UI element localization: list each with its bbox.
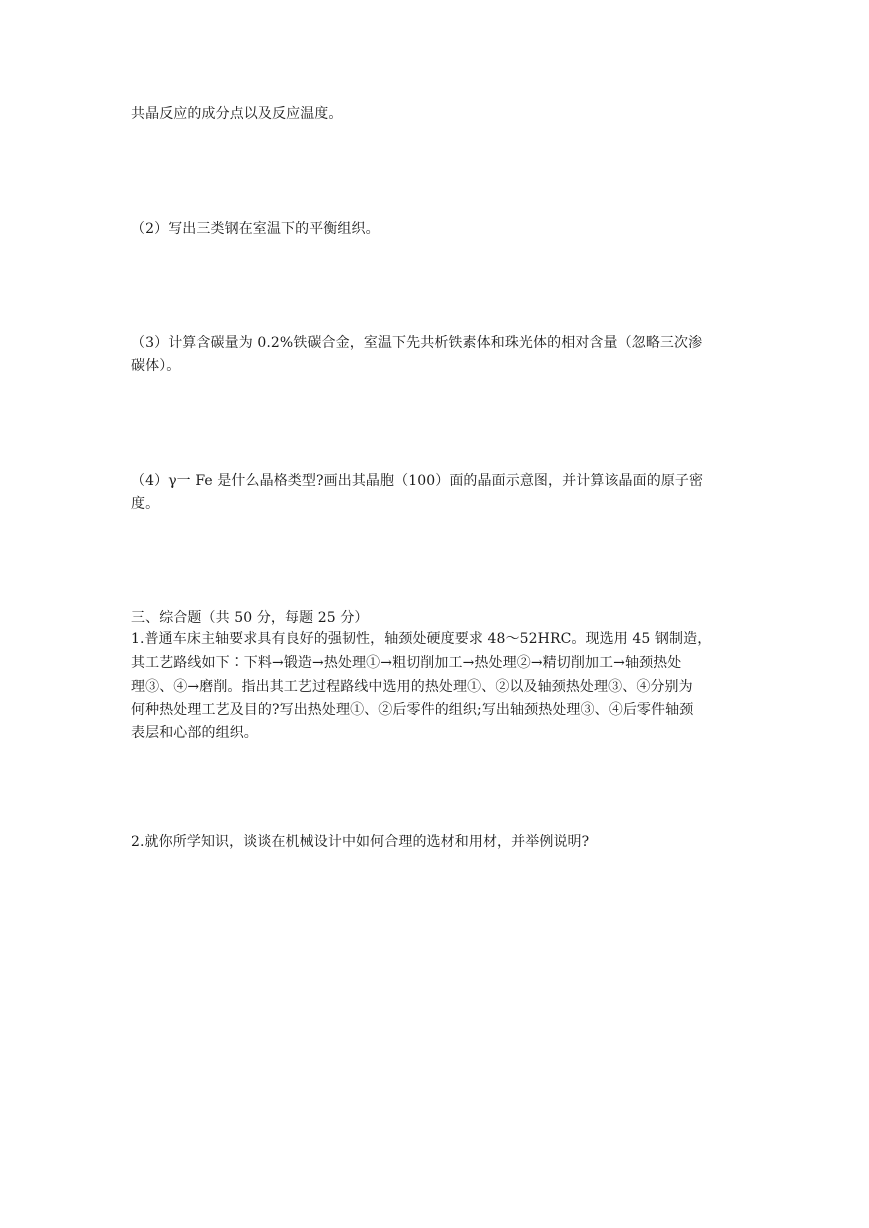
comprehensive-question-1-line-4: 何种热处理工艺及目的?写出热处理①、②后零件的组织;写出轴颈热处理③、④后零件轴颈	[131, 702, 694, 718]
comprehensive-question-2: 2.就你所学知识，谈谈在机械设计中如何合理的选材和用材，并举例说明?	[131, 834, 590, 850]
comprehensive-question-1-line-2: 其工艺路线如下∶下料→锻造→热处理①→粗切削加工→热处理②→精切削加工→轴颈热处	[131, 655, 682, 671]
comprehensive-question-1-line-3: 理③、④→磨削。指出其工艺过程路线中选用的热处理①、②以及轴颈热处理③、④分别为	[131, 679, 693, 695]
comprehensive-question-1-line-1: 1.普通车床主轴要求具有良好的强韧性，轴颈处硬度要求 48～52HRC。现选用 45 钢制造，	[131, 631, 712, 647]
subquestion-4-line-2: 度。	[131, 496, 160, 512]
comprehensive-question-1-line-5: 表层和心部的组织。	[131, 725, 258, 741]
subquestion-4-line-1: （4）γ一 Fe 是什么晶格类型?画出其晶胞（100）面的晶面示意图，并计算该晶面的原子密	[131, 473, 704, 489]
subquestion-3-line-2: 碳体）。	[131, 358, 181, 374]
section-3-heading: 三、综合题（共 50 分，每题 25 分）	[131, 610, 369, 626]
subquestion-3-line-1: （3）计算含碳量为 0.2%铁碳合金，室温下先共析铁素体和珠光体的相对含量（忽略三次渗	[131, 335, 703, 351]
subquestion-2: （2）写出三类钢在室温下的平衡组织。	[131, 221, 380, 237]
question-1-continuation: 共晶反应的成分点以及反应温度。	[131, 106, 343, 122]
